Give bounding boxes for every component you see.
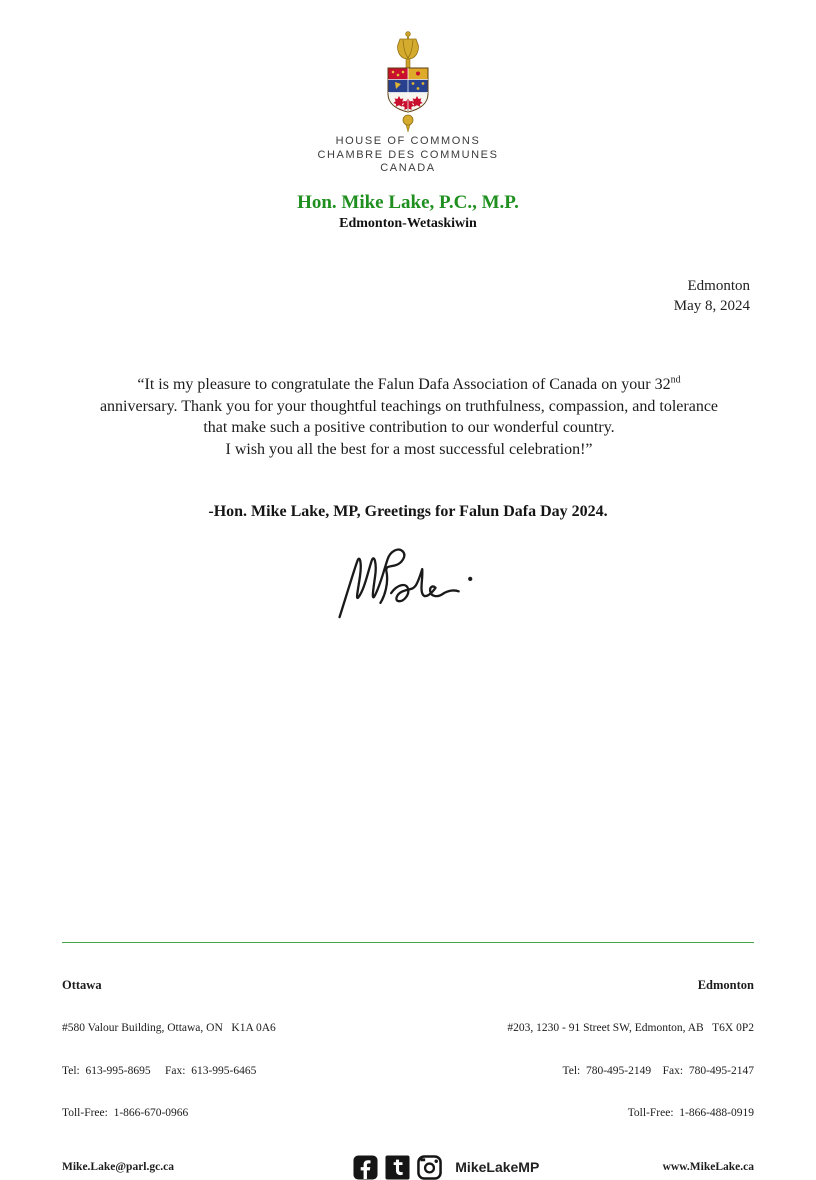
dateline-date: May 8, 2024	[673, 298, 750, 314]
ottawa-address: #580 Valour Building, Ottawa, ON K1A 0A6	[62, 1022, 276, 1035]
letterhead-org-lines	[0, 135, 816, 176]
quote-paragraph	[99, 374, 719, 460]
quote-continuation-text: anniversary. Thank you for your thoughtful teachings on truthfulness, compassion, and tolerance that make such a positive contribution to our wonderful country.	[99, 397, 719, 436]
ottawa-office-block	[62, 950, 276, 1149]
org-line-english: HOUSE OF COMMONS	[335, 135, 481, 147]
footer-divider-line	[62, 942, 754, 943]
ottawa-toll-free: Toll-Free: 1-866-670-0966	[62, 1107, 189, 1120]
quote-closing-line: I wish you all the best for a most successful celebration!”	[225, 440, 593, 458]
org-line-french: CHAMBRE DES COMMUNES	[317, 148, 499, 161]
email-address: Mike.Lake@parl.gc.ca	[62, 1161, 174, 1174]
edmonton-address: #203, 1230 - 91 Street SW, Edmonton, AB T6X 0P2	[507, 1022, 754, 1035]
contact-footer	[62, 942, 754, 1180]
quote-ordinal-suffix: nd	[670, 374, 681, 386]
social-handle: MikeLakeMP	[455, 1159, 540, 1176]
org-line-country: CANADA	[380, 162, 436, 174]
ottawa-tel-fax: Tel: 613-995-8695 Fax: 613-995-6465	[62, 1064, 257, 1077]
edmonton-tel-fax: Tel: 780-495-2149 Fax: 780-495-2147	[562, 1064, 754, 1077]
twitter-icon	[385, 1155, 410, 1180]
handwritten-signature	[332, 546, 484, 631]
edmonton-toll-free: Toll-Free: 1-866-488-0919	[627, 1107, 754, 1120]
social-media-group	[353, 1155, 539, 1180]
house-of-commons-crest-icon	[372, 30, 444, 139]
quote-open-text: “It is my pleasure to congratulate the Falun Dafa Association of Canada on your 32	[137, 376, 671, 393]
dateline-city: Edmonton	[687, 278, 750, 294]
riding-name: Edmonton-Wetaskiwin	[339, 216, 477, 231]
dateline	[674, 276, 750, 316]
edmonton-office-block	[507, 950, 754, 1149]
edmonton-office-heading: Edmonton	[697, 978, 754, 993]
attribution-line: -Hon. Mike Lake, MP, Greetings for Falun Dafa Day 2024.	[208, 503, 608, 520]
ottawa-office-heading: Ottawa	[62, 978, 102, 993]
website-url: www.MikeLake.ca	[662, 1161, 754, 1174]
facebook-icon	[353, 1155, 378, 1180]
instagram-icon	[417, 1155, 442, 1180]
mp-name: Hon. Mike Lake, P.C., M.P.	[297, 192, 519, 213]
